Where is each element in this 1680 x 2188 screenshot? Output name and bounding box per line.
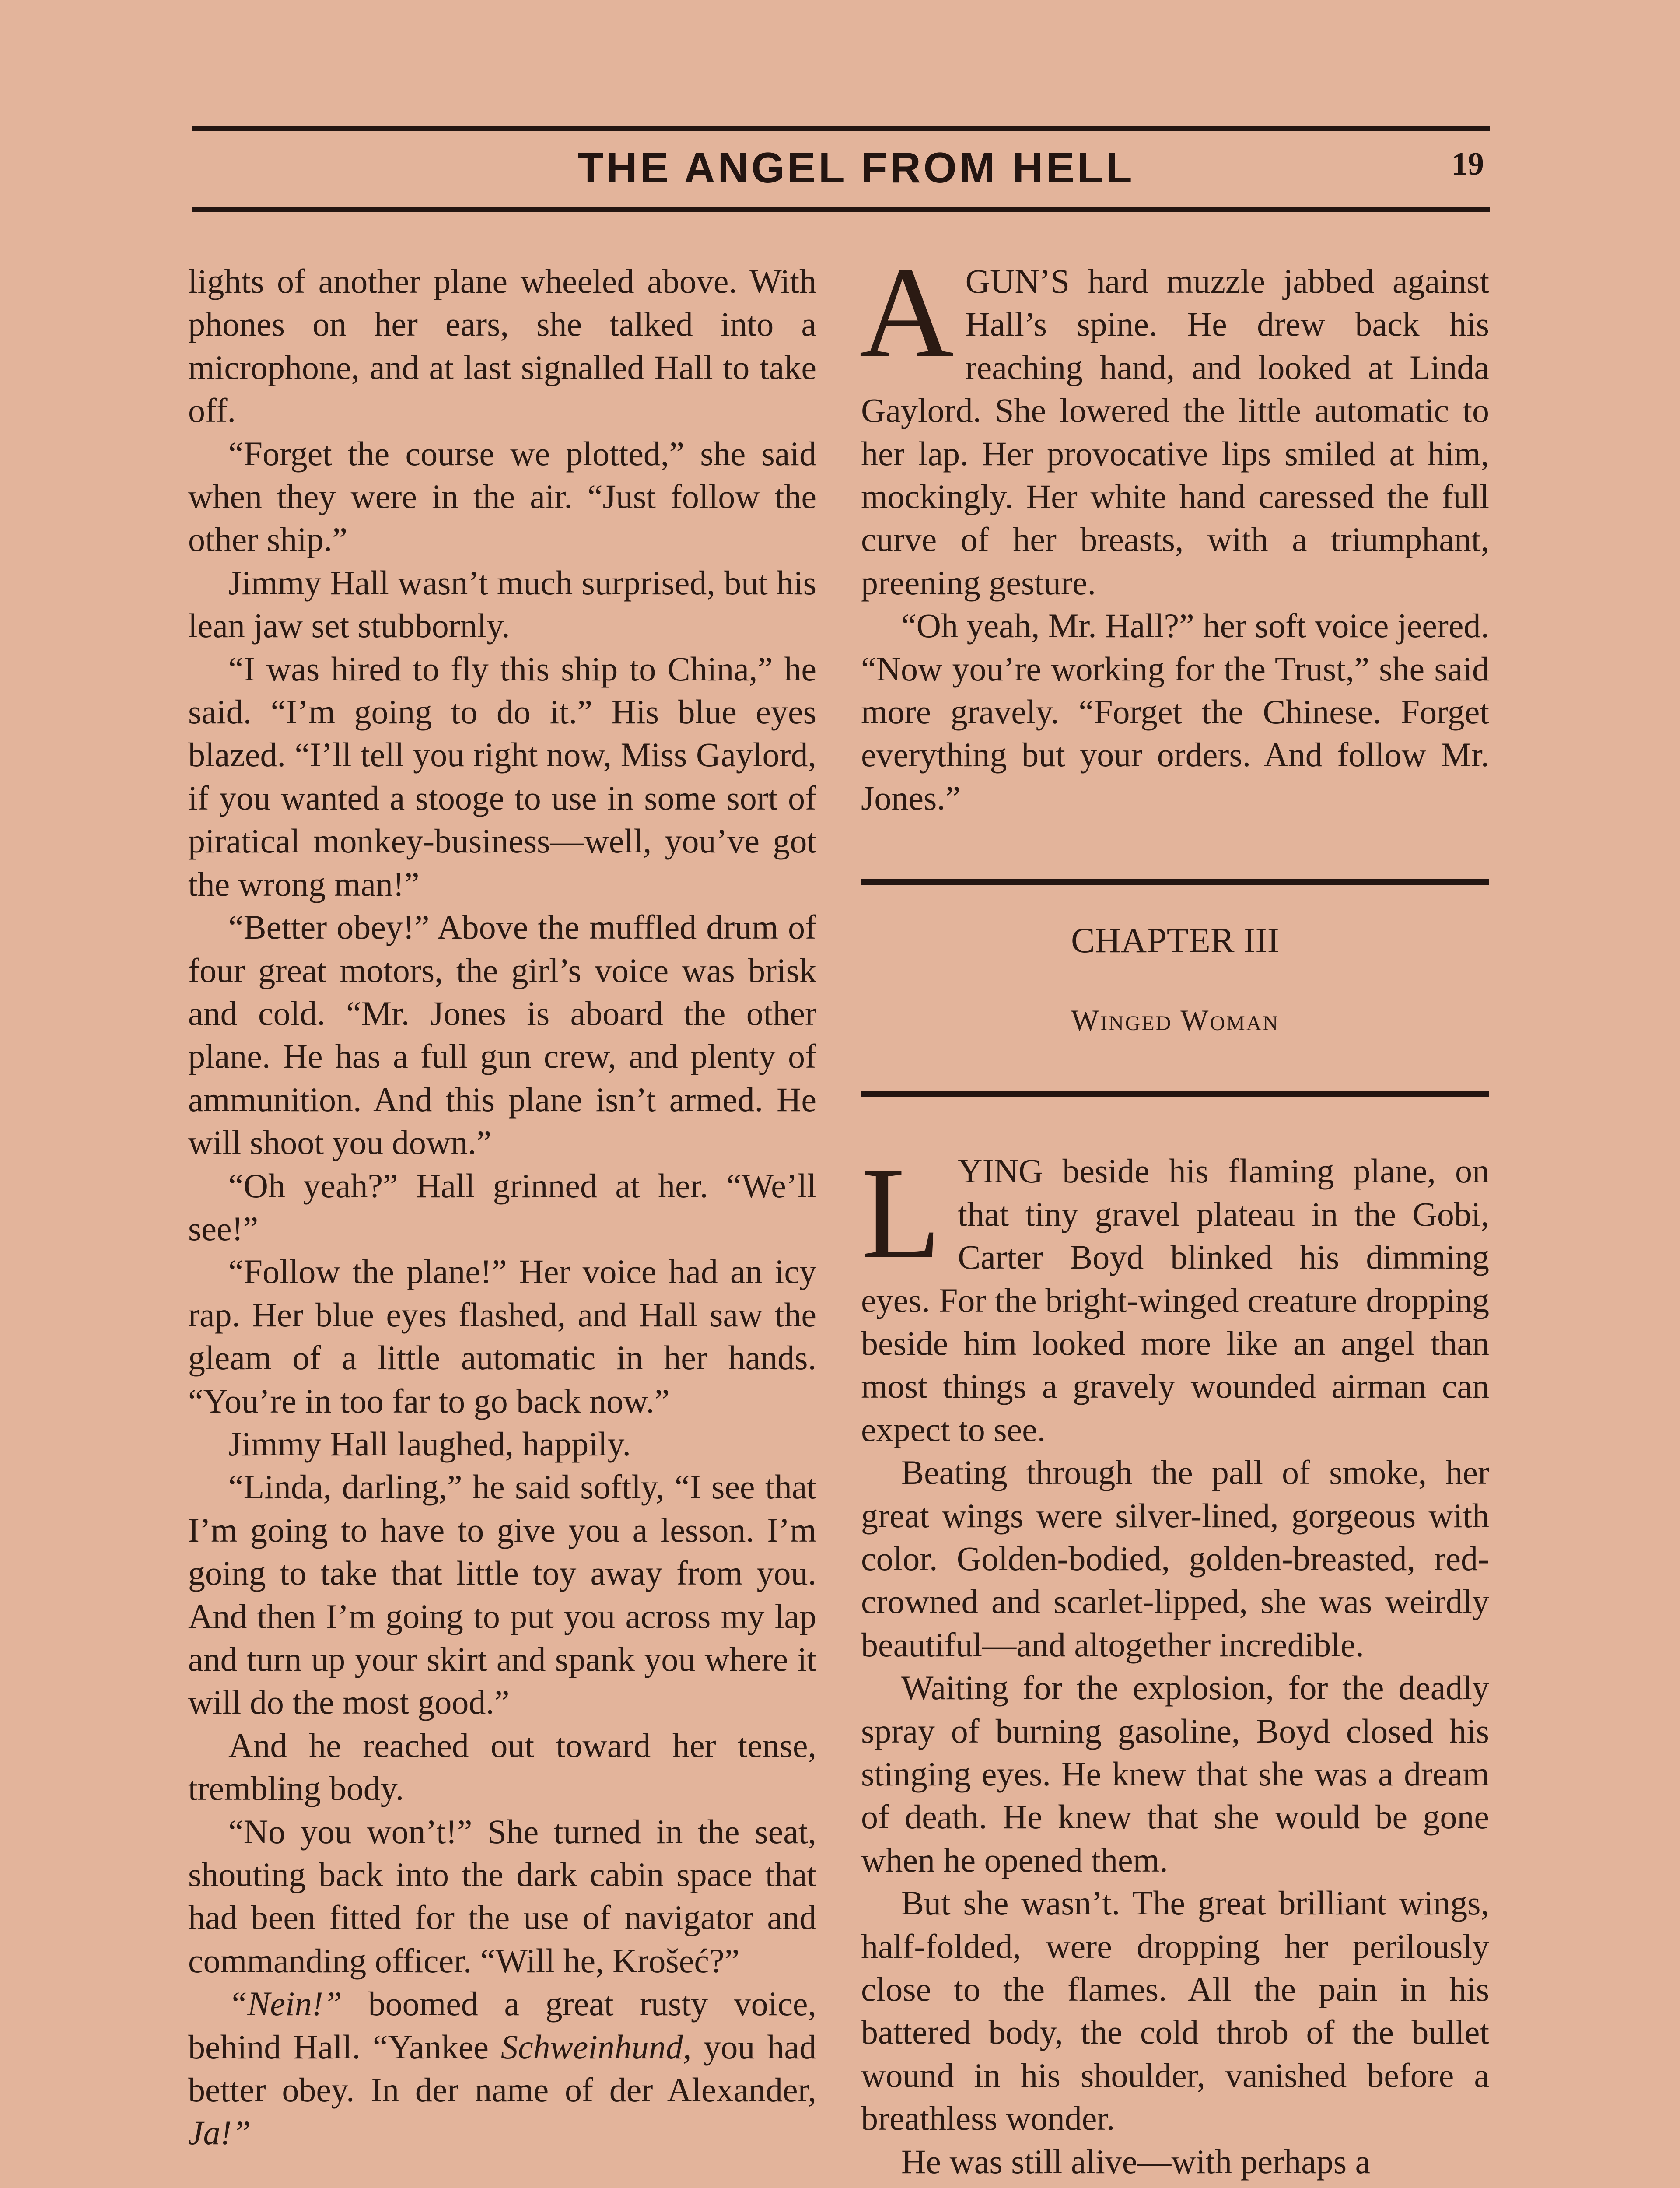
italic-ja: Ja!”: [188, 2114, 251, 2152]
paragraph: “Linda, darling,” he said softly, “I see that I’m going to have to give you a lesson. I’m going to take that little toy away from you. And then I’m going to put you across my lap and turn up your skirt and spank you where it will do the most good.”: [188, 1468, 816, 1722]
paragraph: He was still alive—with perhaps a: [901, 2142, 1371, 2181]
chapter-heading: CHAPTER III: [1071, 920, 1280, 961]
paragraph: “I was hired to fly this ship to China,” he said. “I’m going to do it.” His blue eyes blazed. “I’ll tell you right now, Miss Gaylord, if you wanted a stooge to use in some sort of piratical monkey-business—well, you’ve got the wrong man!”: [188, 649, 816, 903]
paragraph: But she wasn’t. The great brilliant wings, half-folded, were dropping her perilously close to the flames. All the pain in his battered body, the cold throb of the bullet wound in his shoulder, vanished before a breathless wonder.: [861, 1884, 1489, 2138]
left-column: [188, 260, 816, 2155]
paragraph: Jimmy Hall wasn’t much surprised, but his lean jaw set stubbornly.: [188, 563, 816, 645]
paragraph: [861, 1140, 1489, 1451]
paragraph: “Better obey!” Above the muffled drum of four great motors, the girl’s voice was brisk and cold. “Mr. Jones is aboard the other plane. He has a full gun crew, and plenty of ammunition. And this plane isn’t armed. He will shoot you down.”: [188, 908, 816, 1162]
paragraph: And he reached out toward her tense, trembling body.: [188, 1726, 816, 1808]
paragraph: “Oh yeah, Mr. Hall?” her soft voice jeered. “Now you’re working for the Trust,” she said more gravely. “Forget the Chinese. Forget everything but your orders. And follow Mr. Jones.”: [861, 607, 1489, 817]
chapter-rule-bottom: [861, 1091, 1489, 1097]
paragraph: Waiting for the explosion, for the deadly spray of burning gasoline, Boyd closed his stinging eyes. He knew that she was a dream of death. He knew that she would be gone when he opened them.: [861, 1669, 1489, 1879]
italic-nein: “Nein!”: [228, 1985, 343, 2023]
page-number: 19: [1452, 146, 1484, 182]
paragraph: [188, 1982, 816, 2155]
right-column: [859, 239, 1489, 2183]
header-rule-bottom: [192, 207, 1490, 212]
paragraph: “Oh yeah?” Hall grinned at her. “We’ll see!”: [188, 1166, 816, 1248]
paragraph: “Follow the plane!” Her voice had an icy rap. Her blue eyes flashed, and Hall saw the gleam of a little automatic in her hands. “You’re in too far to go back now.”: [188, 1252, 816, 1420]
running-title: THE ANGEL FROM HELL: [578, 144, 1135, 192]
drop-cap: L: [861, 1140, 942, 1286]
paragraph: lights of another plane wheeled above. With phones on her ears, she talked into a microphone, and at last signalled Hall to take off.: [188, 262, 816, 430]
paragraph: [859, 239, 1489, 604]
drop-cap: A: [859, 239, 954, 385]
paragraph: “No you won’t!” She turned in the seat, shouting back into the dark cabin space that had been fitted for the use of navigator and commanding officer. “Will he, Krošeć?”: [188, 1812, 816, 1980]
paragraph: Jimmy Hall laughed, happily.: [228, 1424, 631, 1463]
paragraph-text: YING beside his flaming plane, on that tiny gravel plateau in the Gobi, Carter Boyd blinked his dimming eyes. For the bright-winged creature dropping beside him looked more like an angel than most things a gravely wounded airman can expect to see.: [861, 1152, 1489, 1448]
chapter-rule-top: [861, 879, 1489, 885]
paragraph: “Forget the course we plotted,” she said when they were in the air. “Just follow the other ship.”: [188, 434, 816, 559]
paragraph-text: GUN’S hard muzzle jabbed against Hall’s spine. He drew back his reaching hand, and looked at Linda Gaylord. She lowered the little automatic to her lap. Her provocative lips smiled at him, mockingly. Her white hand caressed the full curve of her breasts, with a triumphant, preening gesture.: [861, 262, 1489, 602]
italic-schweinhund: Schweinhund,: [501, 2027, 692, 2066]
header-rule-top: [192, 126, 1490, 131]
paragraph-text: you had better obey. In der name of der Alexander,: [188, 2027, 816, 2109]
chapter-subtitle: Winged Woman: [1071, 1003, 1280, 1037]
paragraph-text: boomed a great rusty voice, behind Hall. “Yankee: [188, 1985, 816, 2066]
paragraph: Beating through the pall of smoke, her great wings were silver-lined, gorgeous with color. Golden-bodied, golden-breasted, red-crowned and scarlet-lipped, she was weirdly beautiful—and altogether incredible.: [861, 1453, 1489, 1664]
